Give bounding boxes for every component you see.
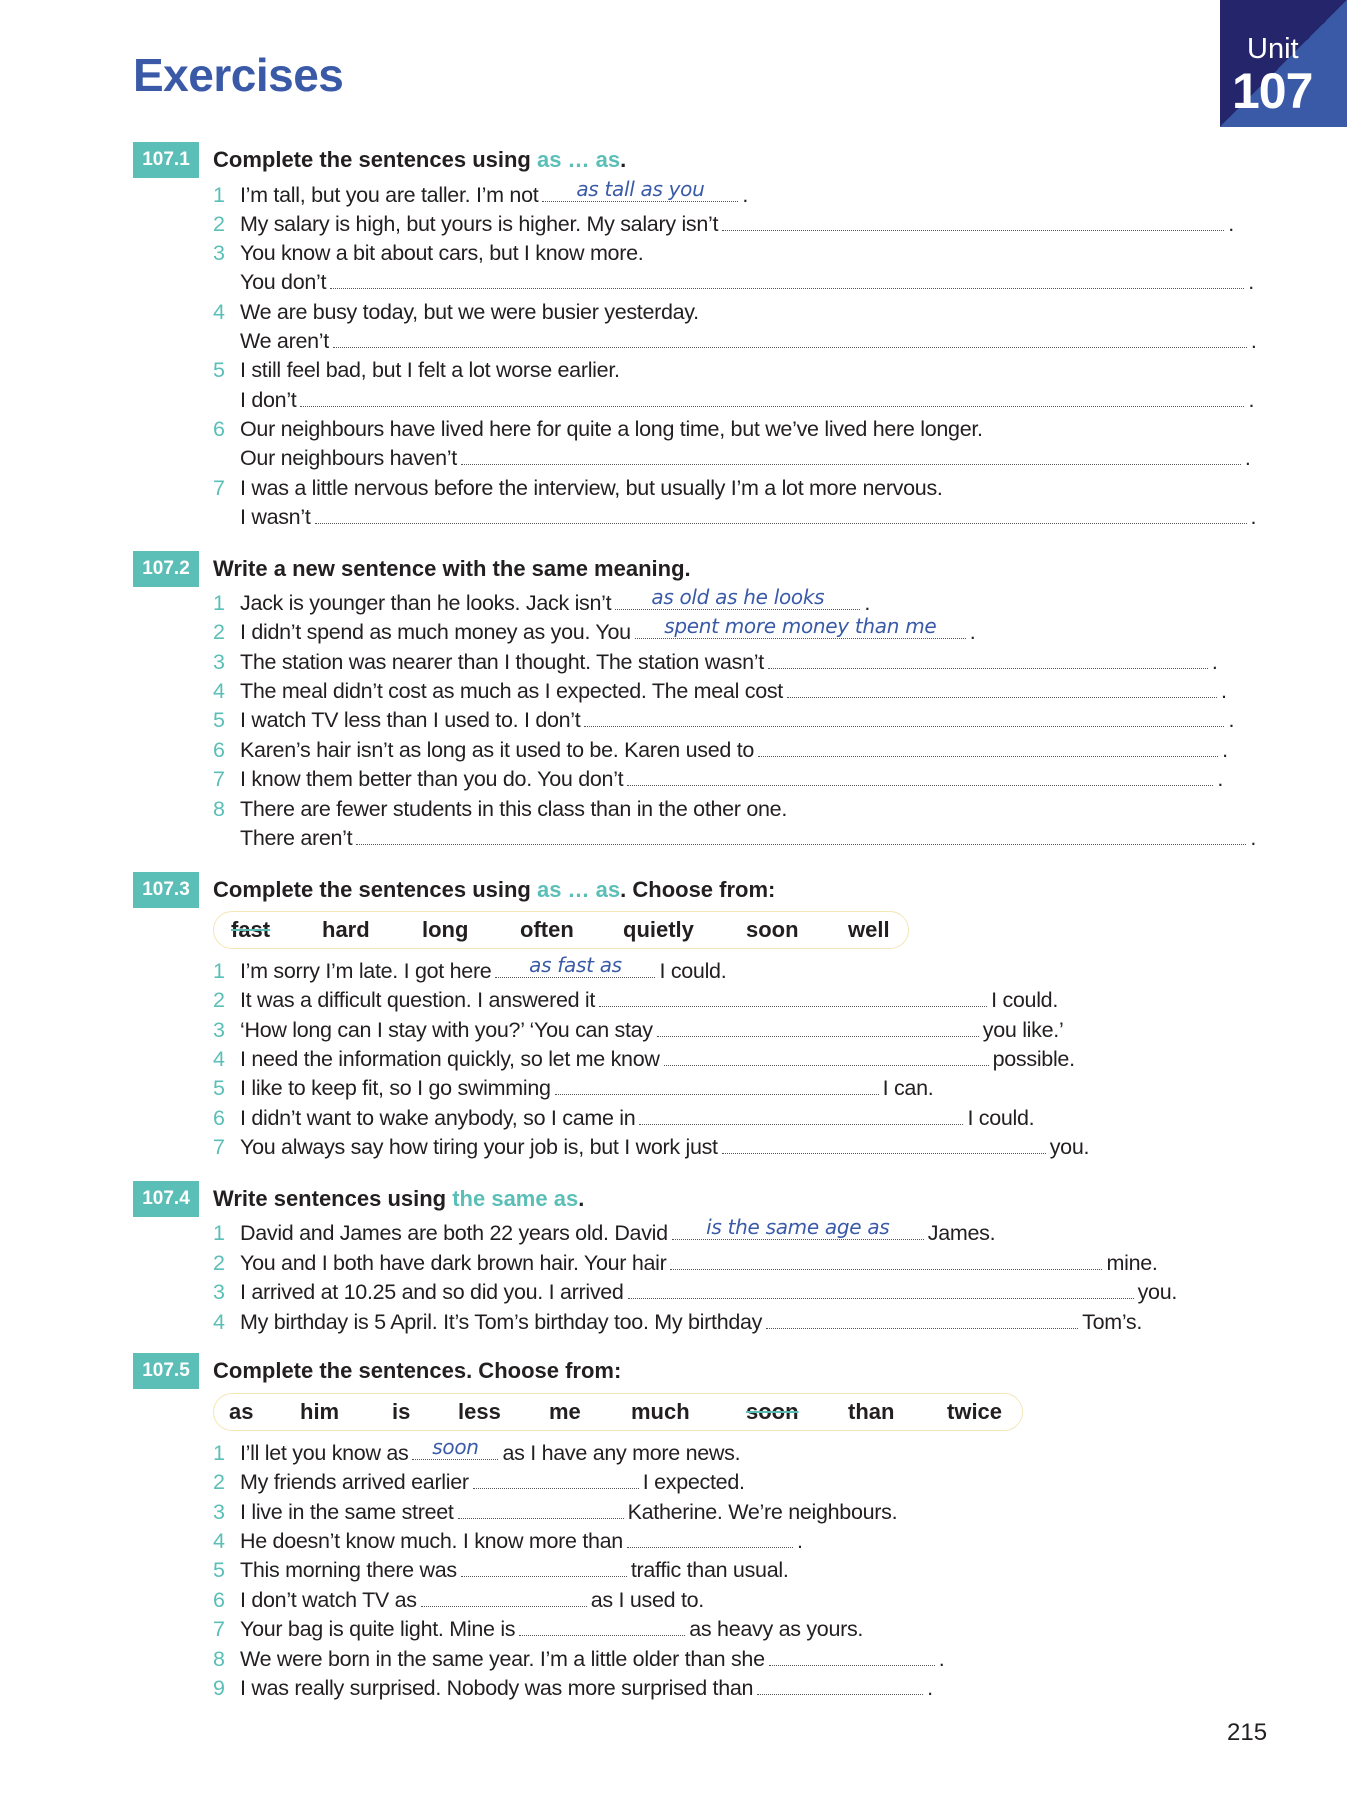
item-number: 1: [213, 1221, 225, 1245]
item-number: 3: [213, 241, 225, 265]
item-number: 2: [213, 620, 225, 644]
exercise-item: [213, 1308, 1142, 1337]
exercise-item: [213, 356, 620, 385]
exercise-label-107-1: 107.1: [133, 142, 199, 178]
item-number: 6: [213, 1588, 225, 1612]
handwritten-answer: as fast as: [529, 953, 622, 977]
word-choice: is: [392, 1399, 411, 1424]
exercise-heading-107-4: [213, 1181, 584, 1217]
item-text: I wasn’t: [240, 505, 311, 529]
item-text-after: mine.: [1106, 1251, 1158, 1275]
item-text-after: you.: [1049, 1135, 1090, 1159]
item-text: I’ll let you know as: [240, 1441, 409, 1465]
exercise-item: [213, 1615, 863, 1644]
exercise-item: [213, 1556, 789, 1585]
item-text: My birthday is 5 April. It’s Tom’s birthday too. My birthday: [240, 1310, 763, 1334]
exercise-label-107-2: 107.2: [133, 551, 199, 587]
exercise-item: [213, 1498, 897, 1527]
item-text-after: .: [1228, 708, 1235, 732]
item-number: 7: [213, 476, 225, 500]
exercise-item: [213, 1527, 803, 1556]
word-choice: hard: [322, 917, 370, 942]
item-text: Our neighbours have lived here for quite a long time, but we’ve lived here longer.: [240, 417, 983, 441]
heading-text: .: [578, 1186, 585, 1211]
word-choice: twice: [947, 1399, 1003, 1424]
item-text: David and James are both 22 years old. David: [240, 1221, 668, 1245]
item-number: 6: [213, 1106, 225, 1130]
exercise-item: [213, 1645, 944, 1674]
exercise-item: [213, 1074, 933, 1103]
answer-blank[interactable]: [300, 386, 1244, 407]
exercise-heading-107-3: [213, 872, 775, 908]
answer-blank[interactable]: [421, 1586, 587, 1607]
item-number: 2: [213, 988, 225, 1012]
answer-blank[interactable]: [473, 1468, 639, 1489]
answer-blank[interactable]: [599, 986, 987, 1007]
word-choice: him: [300, 1399, 340, 1424]
exercise-item-line2: [240, 327, 1257, 356]
heading-text: .: [620, 147, 627, 172]
answer-blank[interactable]: [766, 1308, 1078, 1329]
answer-blank[interactable]: [333, 327, 1247, 348]
item-text-after: I expected.: [642, 1470, 745, 1494]
exercise-item-line2: [240, 824, 1256, 853]
item-number: 3: [213, 650, 225, 674]
item-text: There aren’t: [240, 826, 353, 850]
word-choice: than: [848, 1399, 895, 1424]
exercise-item: [213, 415, 983, 444]
item-text: Our neighbours haven’t: [240, 446, 457, 470]
exercise-item: [213, 1586, 704, 1615]
item-text-after: .: [1250, 505, 1257, 529]
item-text: I’m tall, but you are taller. I’m not: [240, 183, 539, 207]
exercise-heading-107-5: Complete the sentences. Choose from:: [213, 1358, 622, 1383]
item-text: It was a difficult question. I answered it: [240, 988, 596, 1012]
heading-highlight: the same as: [452, 1186, 579, 1211]
answer-blank[interactable]: [495, 953, 655, 978]
answer-blank[interactable]: [356, 824, 1246, 845]
item-text: I live in the same street: [240, 1500, 454, 1524]
item-text-after: .: [1244, 446, 1251, 470]
answer-blank[interactable]: [657, 1016, 979, 1037]
item-text-after: .: [1217, 767, 1224, 791]
item-text-after: .: [1250, 826, 1257, 850]
answer-blank[interactable]: [461, 444, 1241, 465]
handwritten-answer: as tall as you: [576, 177, 705, 201]
answer-blank[interactable]: [628, 1278, 1134, 1299]
item-text-after: James.: [927, 1221, 996, 1245]
answer-blank[interactable]: [555, 1074, 879, 1095]
handwritten-answer: spent more money than me: [664, 614, 937, 638]
unit-word: Unit: [1247, 33, 1299, 65]
exercise-item: [213, 1133, 1089, 1162]
heading-text: . Choose from:: [620, 877, 776, 902]
item-number: 5: [213, 1076, 225, 1100]
item-text: I still feel bad, but I felt a lot worse earlier.: [240, 358, 620, 382]
answer-blank[interactable]: [412, 1435, 498, 1460]
answer-blank[interactable]: [519, 1615, 685, 1636]
exercise-heading-107-1: [213, 142, 626, 178]
answer-blank[interactable]: [769, 1645, 935, 1666]
exercise-item: [213, 736, 1228, 765]
item-number: 5: [213, 358, 225, 382]
item-text: I didn’t spend as much money as you. You: [240, 620, 631, 644]
answer-blank[interactable]: [672, 1215, 924, 1240]
exercise-item: [213, 648, 1218, 677]
item-number: 6: [213, 738, 225, 762]
item-text: ‘How long can I stay with you?’ ‘You can stay: [240, 1018, 653, 1042]
item-text-after: as I used to.: [590, 1588, 704, 1612]
item-text-after: .: [1228, 212, 1234, 236]
item-text-after: you like.’: [982, 1018, 1064, 1042]
word-choice: soon: [746, 1399, 799, 1424]
heading-text: Write sentences using: [213, 1186, 453, 1211]
heading-highlight: as … as: [536, 147, 621, 172]
exercise-item-line2: [240, 268, 1254, 297]
exercise-item: [213, 239, 643, 268]
item-text: I was really surprised. Nobody was more surprised than: [240, 1676, 754, 1700]
item-text: I didn’t want to wake anybody, so I came in: [240, 1106, 636, 1130]
item-text: You always say how tiring your job is, but I work just: [240, 1135, 718, 1159]
word-choice: less: [458, 1399, 501, 1424]
item-number: 7: [213, 1135, 225, 1159]
exercise-item: [213, 953, 727, 986]
item-text: We were born in the same year. I’m a little older than she: [240, 1647, 765, 1671]
exercise-item: [213, 1674, 933, 1703]
word-choice: long: [422, 917, 469, 942]
exercise-item-line2: [240, 503, 1256, 532]
answer-blank[interactable]: [627, 1527, 793, 1548]
exercise-item: [213, 1435, 741, 1468]
word-choice: soon: [746, 917, 799, 942]
item-text: We are busy today, but we were busier yesterday.: [240, 300, 699, 324]
item-text: He doesn’t know much. I know more than: [240, 1529, 623, 1553]
page-title: Exercises: [133, 49, 344, 101]
item-number: 8: [213, 797, 225, 821]
item-text: I was a little nervous before the interview, but usually I’m a lot more nervous.: [240, 476, 943, 500]
item-text-after: Tom’s.: [1082, 1310, 1143, 1334]
item-text-after: .: [1222, 738, 1228, 762]
item-number: 2: [213, 1470, 225, 1494]
answer-blank[interactable]: [757, 1674, 923, 1695]
item-text-after: .: [864, 591, 870, 615]
item-number: 7: [213, 767, 225, 791]
exercise-item: [213, 677, 1227, 706]
exercise-item: [213, 795, 787, 824]
item-text-after: Katherine. We’re neighbours.: [627, 1500, 898, 1524]
item-number: 8: [213, 1647, 225, 1671]
answer-blank[interactable]: [768, 648, 1208, 669]
word-choice-box: [213, 1393, 1023, 1431]
word-choice: me: [549, 1399, 581, 1424]
item-text-after: I could.: [991, 988, 1059, 1012]
item-text: I know them better than you do. You don’t: [240, 767, 624, 791]
answer-blank[interactable]: [330, 268, 1244, 289]
exercise-item: [213, 706, 1234, 735]
item-number: 4: [213, 679, 225, 703]
item-text: The meal didn’t cost as much as I expected. The meal cost: [240, 679, 783, 703]
item-number: 4: [213, 300, 225, 324]
item-text-after: I can.: [882, 1076, 934, 1100]
answer-blank[interactable]: [722, 1133, 1046, 1154]
word-choice: often: [520, 917, 574, 942]
item-text: This morning there was: [240, 1558, 457, 1582]
answer-blank[interactable]: [635, 614, 966, 639]
item-text-after: .: [1220, 679, 1227, 703]
item-text-after: .: [1250, 329, 1257, 353]
item-number: 5: [213, 1558, 225, 1582]
item-text-after: .: [1211, 650, 1218, 674]
answer-blank[interactable]: [670, 1249, 1102, 1270]
item-number: 7: [213, 1617, 225, 1641]
item-number: 9: [213, 1676, 225, 1700]
item-text: I need the information quickly, so let me know: [240, 1047, 660, 1071]
word-choice: well: [848, 917, 890, 942]
item-text: We aren’t: [240, 329, 329, 353]
exercise-item: [213, 1016, 1063, 1045]
exercise-heading-107-2: Write a new sentence with the same meaning.: [213, 556, 691, 581]
answer-blank[interactable]: [584, 706, 1224, 727]
item-text-after: possible.: [992, 1047, 1075, 1071]
item-text-after: .: [1248, 388, 1255, 412]
page-number: 215: [1227, 1719, 1268, 1746]
word-choice: as: [229, 1399, 254, 1424]
exercise-item-line2: [240, 386, 1254, 415]
item-text: Your bag is quite light. Mine is: [240, 1617, 516, 1641]
exercise-item: [213, 1278, 1177, 1307]
answer-blank[interactable]: [639, 1104, 963, 1125]
heading-text: Complete the sentences using: [213, 877, 537, 902]
item-number: 1: [213, 1441, 225, 1465]
handwritten-answer: is the same age as: [706, 1215, 890, 1239]
exercise-item: [213, 1045, 1075, 1074]
item-text: I don’t: [240, 388, 297, 412]
answer-blank[interactable]: [722, 210, 1224, 231]
item-number: 4: [213, 1529, 225, 1553]
item-number: 3: [213, 1500, 225, 1524]
item-text: You know a bit about cars, but I know more.: [240, 241, 644, 265]
item-number: 1: [213, 183, 225, 207]
answer-blank[interactable]: [458, 1498, 624, 1519]
item-text: There are fewer students in this class than in the other one.: [240, 797, 787, 821]
item-number: 5: [213, 708, 225, 732]
answer-blank[interactable]: [542, 177, 738, 202]
exercise-item: [213, 765, 1223, 794]
handwritten-answer: as old as he looks: [651, 585, 825, 609]
exercise-label-107-4: 107.4: [133, 1181, 199, 1217]
word-choice: much: [631, 1399, 690, 1424]
item-text: You and I both have dark brown hair. Your hair: [240, 1251, 667, 1275]
item-text-after: as I have any more news.: [502, 1441, 741, 1465]
answer-blank[interactable]: [758, 736, 1218, 757]
answer-blank[interactable]: [664, 1045, 989, 1066]
item-text: The station was nearer than I thought. The station wasn’t: [240, 650, 764, 674]
item-text: My friends arrived earlier: [240, 1470, 469, 1494]
item-text: I arrived at 10.25 and so did you. I arrived: [240, 1280, 624, 1304]
exercise-item: [213, 474, 943, 503]
item-number: 3: [213, 1018, 225, 1042]
exercise-item: [213, 614, 976, 647]
exercise-item: [213, 1249, 1158, 1278]
item-number: 6: [213, 417, 225, 441]
item-number: 2: [213, 1251, 225, 1275]
exercise-label-107-3: 107.3: [133, 872, 199, 908]
item-text-after: as heavy as yours.: [689, 1617, 864, 1641]
item-text: I don’t watch TV as: [240, 1588, 417, 1612]
item-text-after: you.: [1137, 1280, 1178, 1304]
exercise-item: [213, 1468, 745, 1497]
answer-blank[interactable]: [787, 677, 1217, 698]
item-number: 3: [213, 1280, 225, 1304]
item-text: Jack is younger than he looks. Jack isn’t: [240, 591, 612, 615]
exercise-item-line2: [240, 444, 1251, 473]
item-number: 4: [213, 1310, 225, 1334]
unit-badge: [1220, 0, 1347, 127]
item-text-after: .: [969, 620, 976, 644]
answer-blank[interactable]: [627, 765, 1213, 786]
item-text: I like to keep fit, so I go swimming: [240, 1076, 551, 1100]
item-text: My salary is high, but yours is higher. My salary isn’t: [240, 212, 719, 236]
exercise-item: [213, 1104, 1034, 1133]
word-choice: fast: [231, 917, 271, 942]
item-text-after: .: [1248, 270, 1254, 294]
item-number: 1: [213, 959, 225, 983]
exercise-item: [213, 986, 1058, 1015]
item-text-after: .: [742, 183, 749, 207]
exercise-item: [213, 1215, 996, 1248]
handwritten-answer: soon: [432, 1435, 479, 1459]
item-text: I’m sorry I’m late. I got here: [240, 959, 492, 983]
word-choice: quietly: [623, 917, 694, 942]
heading-highlight: as … as: [536, 877, 621, 902]
item-text: I watch TV less than I used to. I don’t: [240, 708, 581, 732]
exercise-item: [213, 177, 749, 210]
item-text-after: I could.: [659, 959, 727, 983]
item-text-after: .: [938, 1647, 945, 1671]
word-choice-box: [213, 911, 909, 949]
item-text-after: .: [796, 1529, 803, 1553]
answer-blank[interactable]: [615, 585, 860, 610]
item-text: Karen’s hair isn’t as long as it used to be. Karen used to: [240, 738, 755, 762]
exercise-item: [213, 210, 1234, 239]
item-text-after: I could.: [967, 1106, 1035, 1130]
item-text: You don’t: [240, 270, 327, 294]
answer-blank[interactable]: [461, 1556, 627, 1577]
heading-text: Complete the sentences using: [213, 147, 537, 172]
exercise-item: [213, 298, 699, 327]
item-number: 1: [213, 591, 225, 615]
answer-blank[interactable]: [315, 503, 1247, 524]
item-number: 4: [213, 1047, 225, 1071]
item-number: 2: [213, 212, 225, 236]
unit-number: 107: [1232, 63, 1313, 119]
item-text-after: traffic than usual.: [630, 1558, 789, 1582]
exercise-label-107-5: 107.5: [133, 1353, 199, 1389]
item-text-after: .: [927, 1676, 933, 1700]
